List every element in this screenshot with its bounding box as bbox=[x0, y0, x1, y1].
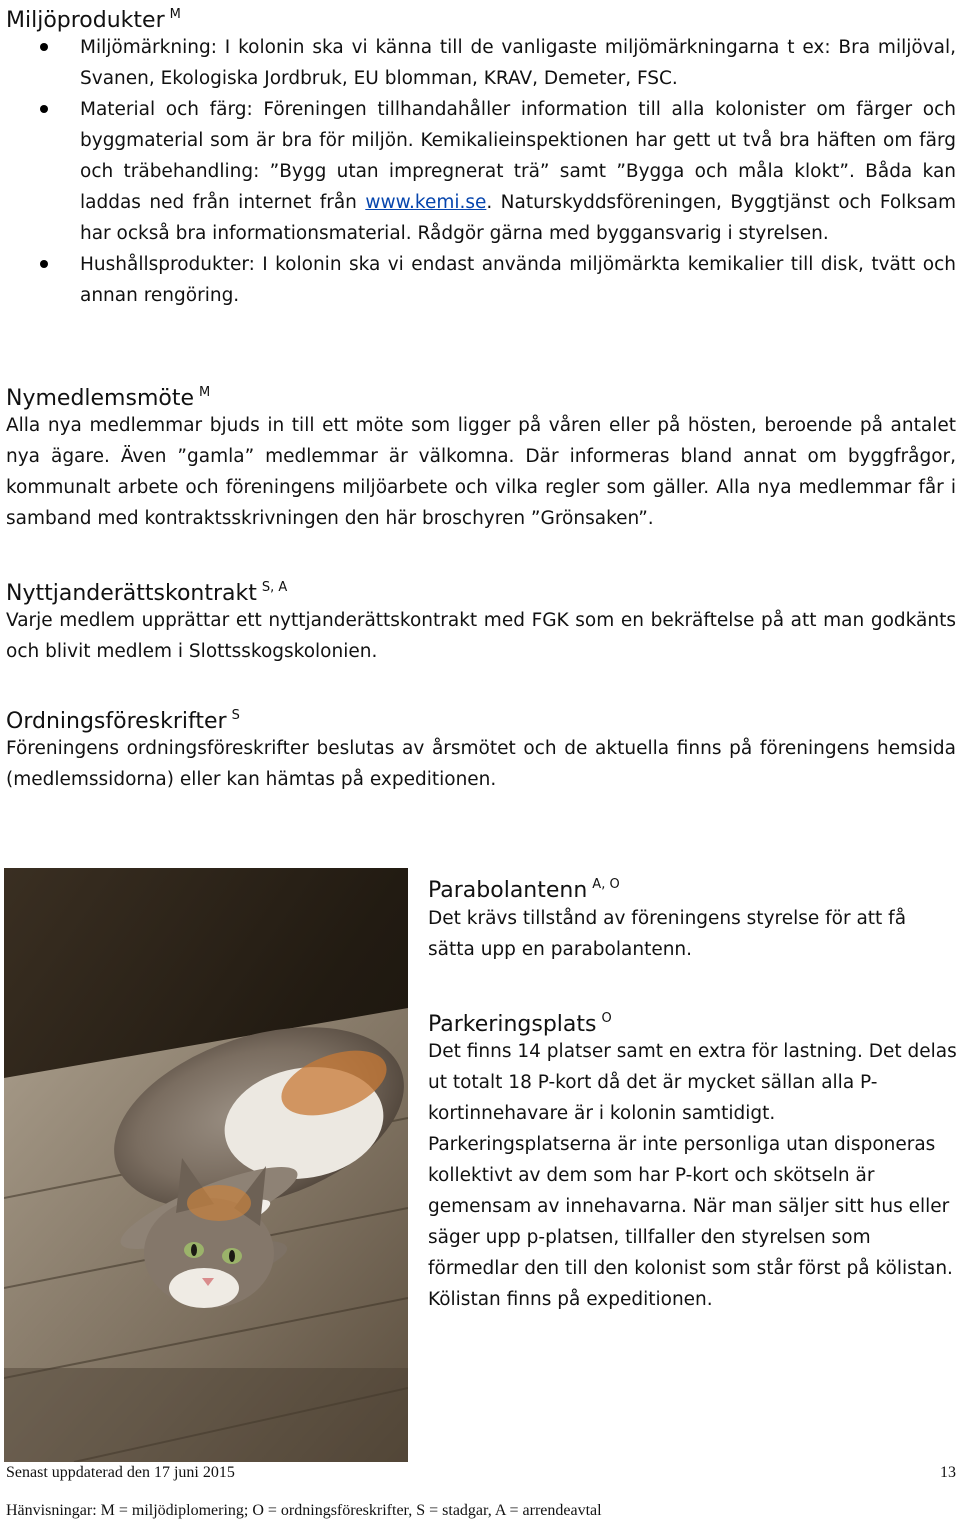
cat-photo-illustration bbox=[4, 868, 408, 1462]
reference-tag: S bbox=[231, 708, 240, 723]
parkering-paragraph: Det finns 14 platser samt en extra för lastning. Det delas ut totalt 18 P-kort då det är mycket sällan alla P-kortinnehavare är i kolonin samtidigt. Parkeringsplatserna är inte personliga utan disponeras kollektivt av dem som har P-kort och skötseln är gemensam av innehavarna. När man säljer sitt hus eller säger upp p-platsen, tillfaller den styrelsen som förmedlar den till den kolonist som står först på kölistan. Kölistan finns på expeditionen. bbox=[428, 1041, 957, 1310]
reference-tag: S, A bbox=[261, 580, 288, 595]
references-legend: Hänvisningar: M = miljödiplomering; O = ordningsföreskrifter, S = stadgar, A = arrendeavtal bbox=[6, 1502, 602, 1519]
heading-miljoprodukter bbox=[6, 0, 181, 36]
heading-text: Nymedlemsmöte bbox=[6, 386, 194, 411]
bullet-item bbox=[0, 94, 956, 249]
reference-tag: M bbox=[199, 385, 211, 400]
heading-text: Nyttjanderättskontrakt bbox=[6, 581, 257, 606]
cat-photo bbox=[4, 868, 408, 1462]
miljo-bullet-list bbox=[0, 32, 956, 311]
heading-parkeringsplats bbox=[428, 1004, 612, 1040]
last-updated: Senast uppdaterad den 17 juni 2015 bbox=[6, 1464, 235, 1481]
kemi-link[interactable]: www.kemi.se bbox=[365, 192, 487, 213]
bullet-icon bbox=[40, 105, 48, 113]
heading-text: Parabolantenn bbox=[428, 878, 588, 903]
bullet-icon bbox=[40, 260, 48, 268]
bullet-text-continued: . Naturskyddsföreningen, Byggtjänst och Folksam har också bra informationsmaterial. Rådgör gärna med byggansvarig i styrelsen. bbox=[80, 192, 956, 244]
nymedlem-paragraph: Alla nya medlemmar bjuds in till ett möte som ligger på våren eller på hösten, beroende på antalet nya ägare. Även ”gamla” medlemmar är välkomna. Där informeras bland annat om byggfrågor, kommunalt arbete och föreningens miljöarbete och vilka regler som gäller. Alla nya medlemmar får i samband med kontraktsskrivningen den här broschyren ”Grönsaken”. bbox=[6, 415, 956, 529]
bullet-text: Miljömärkning: I kolonin ska vi känna till de vanligaste miljömärkningarna t ex: Bra miljöval, Svanen, Ekologiska Jordbruk, EU blomman, KRAV, Demeter, FSC. bbox=[80, 37, 956, 89]
reference-tag: A, O bbox=[592, 877, 620, 892]
page-number: 13 bbox=[940, 1464, 956, 1481]
heading-nymedlemsmote bbox=[6, 378, 210, 414]
heading-nyttjanderattskontrakt bbox=[6, 573, 287, 609]
heading-text: Miljöprodukter bbox=[6, 8, 165, 33]
bullet-text: Material och färg: Föreningen tillhandahåller information till alla kolonister om färger och byggmaterial som är bra för miljön. Kemikalieinspektionen har gett ut två bra häften om färg och träbehandling: ”Bygg utan impregnerat trä” samt ”Bygga och måla klokt”. Båda kan laddas ned från internet från bbox=[80, 99, 956, 213]
reference-tag: O bbox=[601, 1011, 612, 1026]
heading-ordningsforeskrifter bbox=[6, 701, 240, 737]
bullet-item bbox=[0, 32, 956, 94]
heading-parabolantenn bbox=[428, 870, 620, 906]
bullet-text: Hushållsprodukter: I kolonin ska vi endast använda miljömärkta kemikalier till disk, tvätt och annan rengöring. bbox=[80, 254, 956, 306]
bullet-item bbox=[0, 249, 956, 311]
ordning-paragraph: Föreningens ordningsföreskrifter beslutas av årsmötet och de aktuella finns på föreningens hemsida (medlemssidorna) eller kan hämtas på expeditionen. bbox=[6, 738, 956, 790]
parabol-paragraph: Det krävs tillstånd av föreningens styrelse för att få sätta upp en parabolantenn. bbox=[428, 908, 907, 960]
nyttjande-paragraph: Varje medlem upprättar ett nyttjanderättskontrakt med FGK som en bekräftelse på att man godkänts och blivit medlem i Slottsskogskolonien. bbox=[6, 610, 956, 662]
heading-text: Ordningsföreskrifter bbox=[6, 709, 227, 734]
heading-text: Parkeringsplats bbox=[428, 1012, 597, 1037]
bullet-icon bbox=[40, 43, 48, 51]
reference-tag: M bbox=[169, 7, 181, 22]
